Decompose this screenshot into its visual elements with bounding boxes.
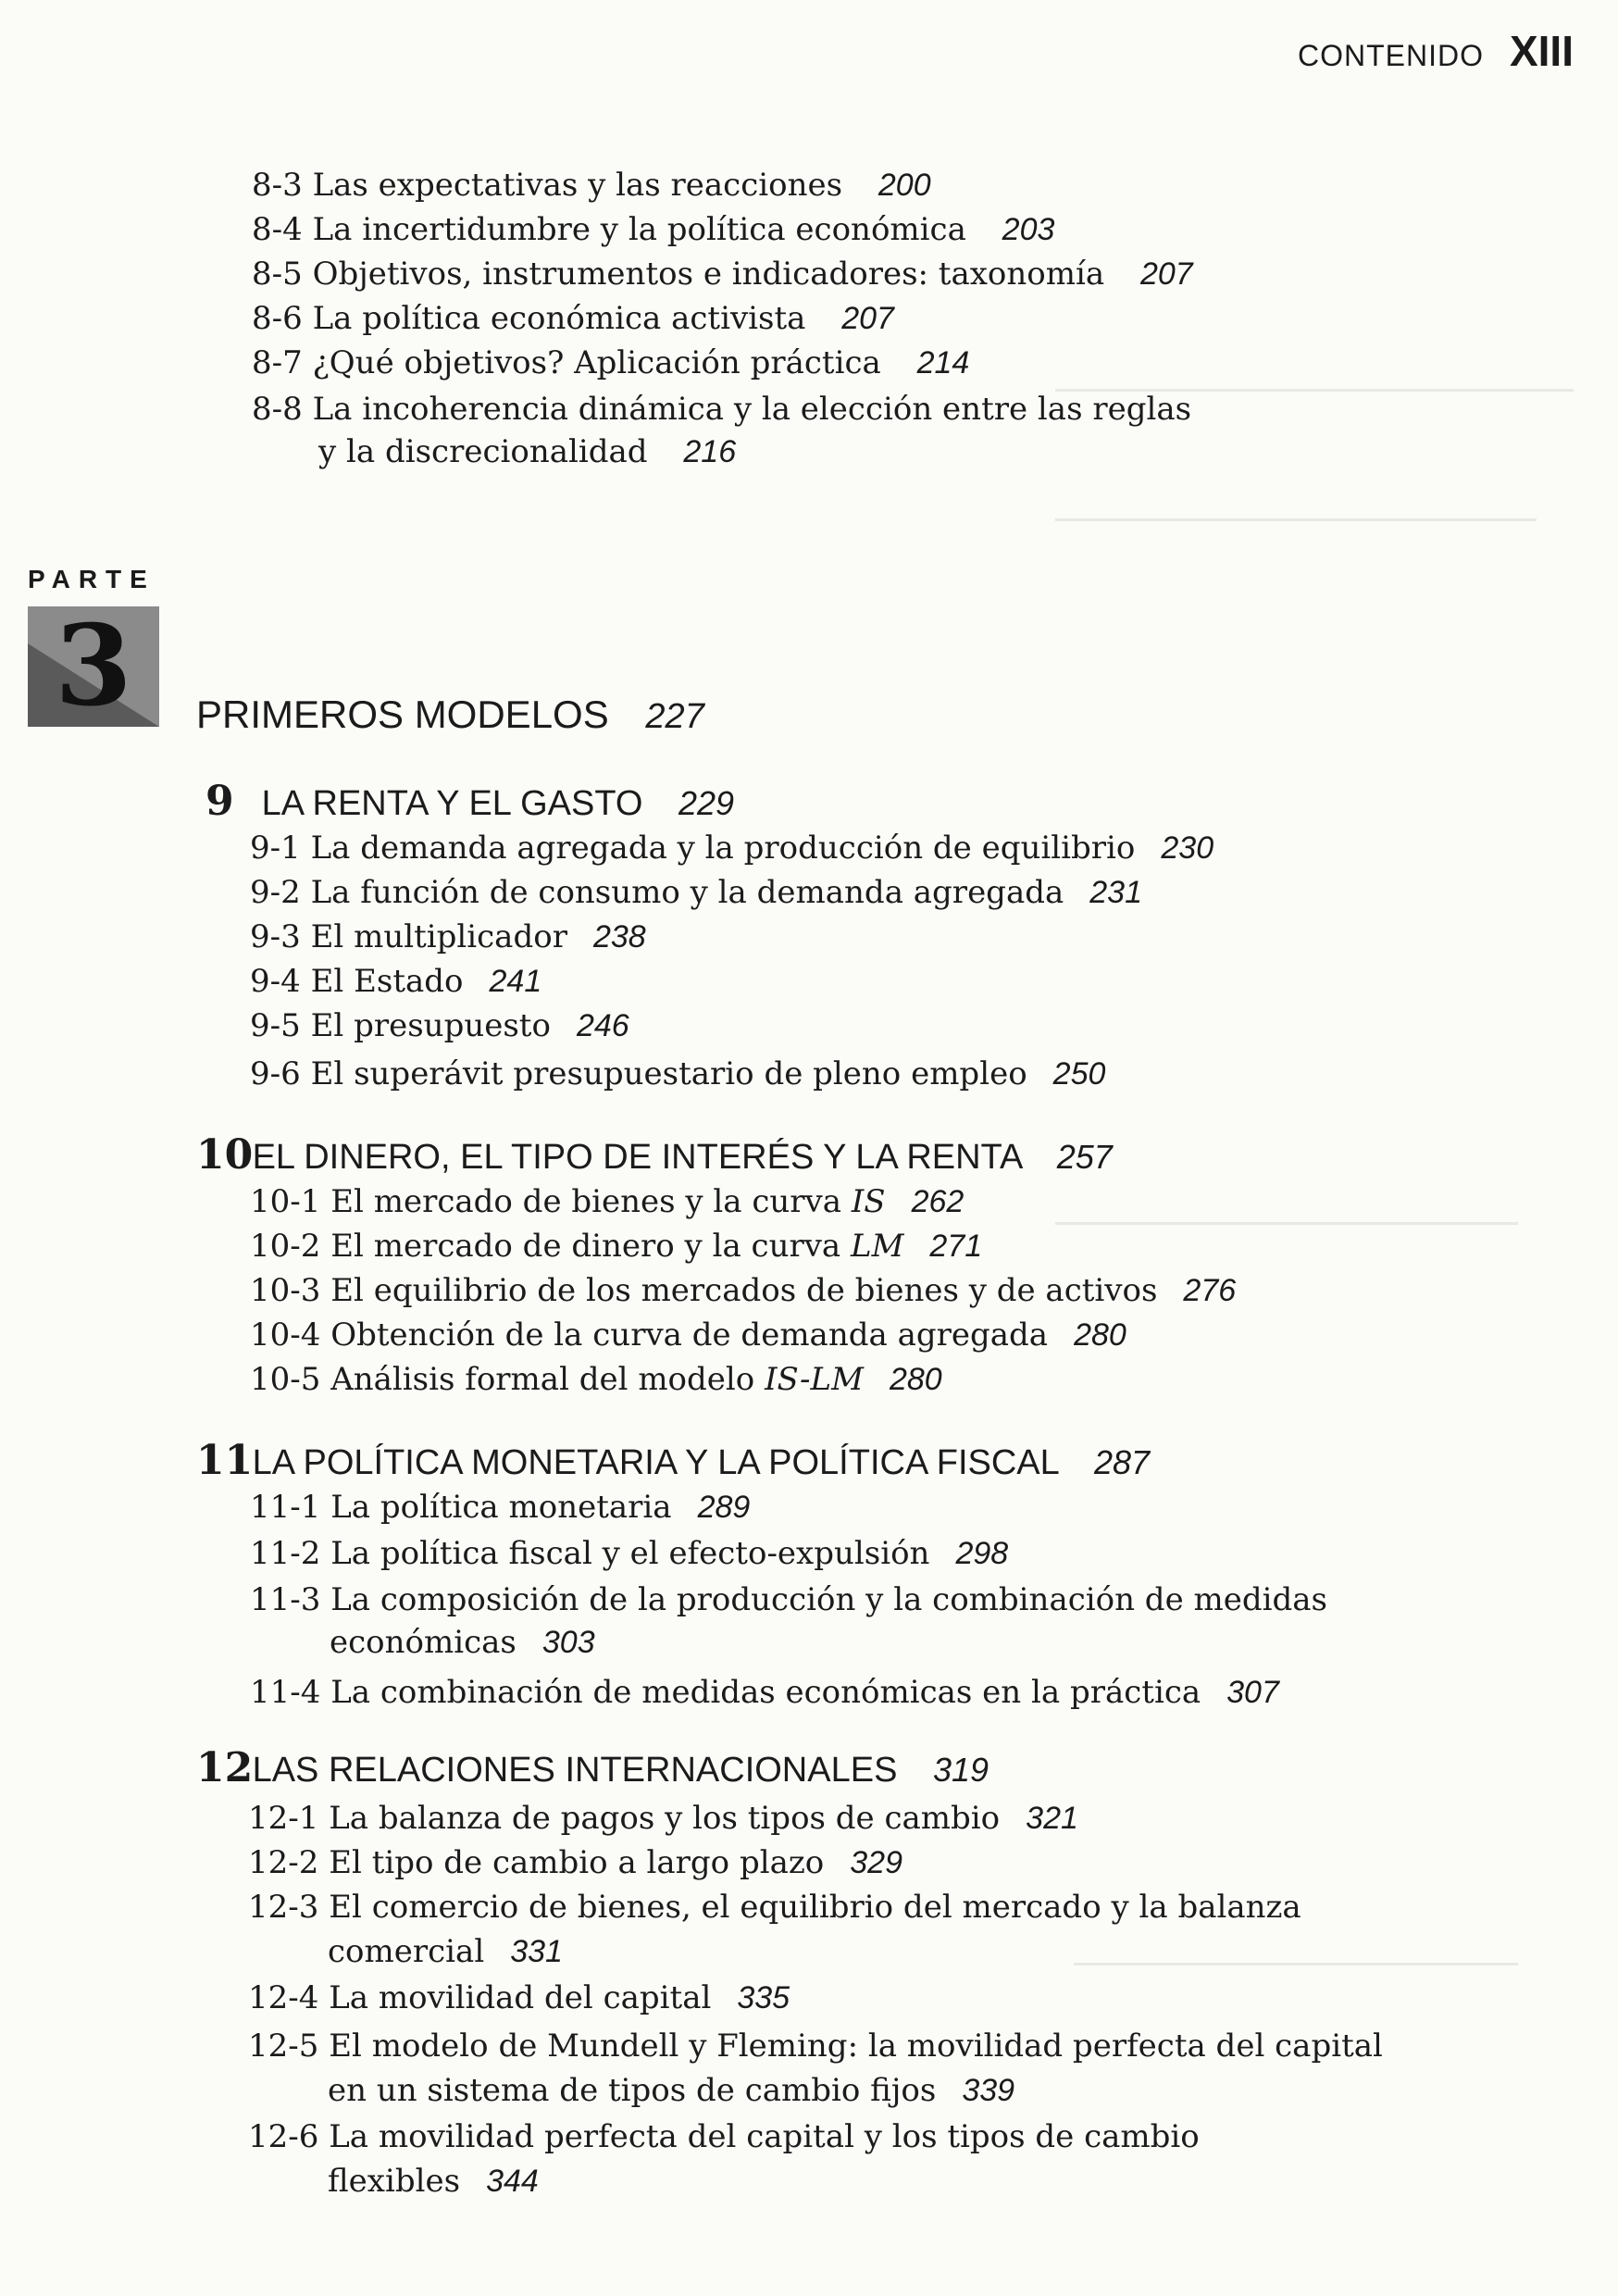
section-number: 9-5 — [250, 1007, 301, 1044]
toc-entry-continuation — [328, 2159, 539, 2203]
section-number: 8-4 — [252, 211, 303, 248]
section-number: 10-5 — [250, 1361, 321, 1398]
section-number: 11-1 — [250, 1489, 321, 1526]
section-page: 262 — [911, 1184, 965, 1219]
toc-entry — [248, 1796, 1078, 1841]
section-title: La movilidad perfecta del capital y los tipos de cambio — [329, 2118, 1200, 2155]
section-page: 207 — [1139, 256, 1193, 292]
section-page: 214 — [916, 345, 970, 381]
section-page: 231 — [1089, 875, 1142, 910]
section-page: 344 — [486, 2164, 539, 2199]
section-title: El tipo de cambio a largo plazo — [329, 1844, 825, 1881]
toc-entry — [248, 2024, 1383, 2068]
section-number: 11-3 — [250, 1581, 321, 1618]
section-title: El superávit presupuestario de pleno empleo — [310, 1055, 1027, 1092]
section-title: Objetivos, instrumentos e indicadores: taxonomía — [312, 256, 1105, 293]
section-page: 280 — [889, 1362, 942, 1397]
section-title: El presupuesto — [310, 1007, 551, 1044]
chapter-number: 12 — [196, 1744, 254, 1791]
section-page: 307 — [1226, 1675, 1279, 1710]
section-page: 280 — [1074, 1317, 1126, 1353]
section-number: 12-2 — [248, 1844, 319, 1881]
section-number: 10-4 — [250, 1316, 321, 1354]
toc-entry-continuation — [328, 1929, 563, 1974]
section-number: 12-4 — [248, 1979, 319, 2016]
header-page-number: XIII — [1509, 27, 1574, 75]
chapter-page: 287 — [1093, 1443, 1151, 1481]
chapter-page: 257 — [1056, 1138, 1113, 1176]
chapter-number: 10 — [196, 1131, 254, 1179]
section-title: flexibles — [328, 2163, 461, 2200]
section-title: La balanza de pagos y los tipos de cambio — [329, 1800, 1001, 1837]
section-title: económicas — [330, 1624, 517, 1661]
header-title: CONTENIDO — [1297, 39, 1484, 72]
chapter-title: LA RENTA Y EL GASTO — [261, 784, 643, 823]
section-page: 230 — [1161, 830, 1214, 866]
section-title: La incertidumbre y la política económica — [312, 211, 966, 248]
section-number: 12-5 — [248, 2028, 319, 2065]
section-title: La función de consumo y la demanda agregada — [310, 874, 1064, 911]
section-page: 298 — [955, 1536, 1009, 1571]
section-title: La incoherencia dinámica y la elección entre las reglas — [312, 391, 1192, 428]
section-title: El equilibrio de los mercados de bienes y de activos — [330, 1272, 1158, 1309]
bleed-through-decoration — [1074, 1963, 1518, 1966]
toc-entry-continuation — [330, 1620, 595, 1665]
section-page: 303 — [541, 1625, 595, 1660]
part-title-line — [196, 693, 704, 737]
chapter-number: 11 — [196, 1437, 254, 1484]
toc-entry — [248, 1976, 790, 2020]
section-page: 203 — [1002, 212, 1055, 247]
section-title: La política monetaria — [330, 1489, 672, 1526]
section-page: 241 — [489, 964, 542, 999]
chapter-title: LA POLÍTICA MONETARIA Y LA POLÍTICA FISCAL — [252, 1443, 1059, 1482]
toc-entry — [250, 1357, 942, 1402]
chapter-heading — [196, 1437, 1150, 1484]
chapter-title: EL DINERO, EL TIPO DE INTERÉS Y LA RENTA — [252, 1138, 1022, 1177]
section-page: 238 — [592, 919, 646, 955]
running-header — [1298, 26, 1574, 76]
section-number: 8-6 — [252, 300, 303, 337]
toc-entry — [250, 1224, 982, 1268]
toc-entry — [252, 296, 894, 341]
toc-entry-continuation — [328, 2068, 1014, 2113]
toc-entry-continuation — [318, 430, 736, 474]
toc-entry — [250, 915, 646, 959]
toc-entry — [250, 1052, 1105, 1096]
bleed-through-decoration — [1055, 518, 1537, 522]
chapter-heading — [196, 1131, 1113, 1179]
section-title: Análisis formal del modelo — [330, 1361, 765, 1398]
section-title: La demanda agregada y la producción de equilibrio — [310, 830, 1136, 867]
part-number: 3 — [55, 606, 132, 727]
section-number: 9-2 — [250, 874, 301, 911]
section-title: El mercado de dinero y la curva — [330, 1228, 851, 1265]
section-number: 11-2 — [250, 1535, 321, 1572]
section-title: La composición de la producción y la combinación de medidas — [330, 1581, 1327, 1618]
section-page: 329 — [850, 1845, 902, 1880]
section-number: 9-6 — [250, 1055, 301, 1092]
section-title: La combinación de medidas económicas en la práctica — [330, 1674, 1201, 1711]
toc-entry — [250, 1578, 1327, 1622]
section-page: 200 — [877, 168, 931, 203]
toc-entry — [250, 826, 1214, 870]
chapter-page: 319 — [932, 1751, 989, 1789]
toc-entry — [252, 163, 931, 207]
toc-entry — [252, 207, 1054, 252]
part-number-badge — [28, 606, 159, 727]
toc-entry — [252, 252, 1193, 296]
section-number: 8-3 — [252, 167, 303, 204]
chapter-title: LAS RELACIONES INTERNACIONALES — [252, 1751, 898, 1790]
section-title: La movilidad del capital — [329, 1979, 712, 2016]
chapter-heading — [196, 1744, 989, 1791]
toc-entry — [250, 959, 541, 1004]
toc-entry — [250, 1268, 1236, 1313]
toc-entry — [248, 1885, 1301, 1929]
section-title: El Estado — [310, 963, 464, 1000]
part-label: PARTE — [28, 565, 156, 593]
toc-entry — [250, 870, 1142, 915]
toc-entry — [250, 1004, 629, 1048]
section-title: El comercio de bienes, el equilibrio del mercado y la balanza — [329, 1889, 1301, 1926]
section-page: 335 — [737, 1980, 790, 2015]
section-title: La política fiscal y el efecto-expulsión — [330, 1535, 930, 1572]
toc-entry — [252, 341, 969, 385]
part-page: 227 — [645, 697, 704, 736]
toc-entry — [248, 2115, 1200, 2159]
toc-entry — [250, 1179, 964, 1224]
section-title-italic: LM — [851, 1228, 904, 1265]
section-number: 9-4 — [250, 963, 301, 1000]
toc-entry — [252, 387, 1191, 431]
section-number: 12-6 — [248, 2118, 319, 2155]
section-number: 9-3 — [250, 918, 301, 955]
toc-entry — [250, 1313, 1126, 1357]
section-title: El multiplicador — [310, 918, 567, 955]
section-title: Las expectativas y las reacciones — [312, 167, 843, 204]
section-number: 12-3 — [248, 1889, 319, 1926]
section-page: 250 — [1052, 1056, 1106, 1092]
section-title: Obtención de la curva de demanda agregada — [330, 1316, 1049, 1354]
section-title: El mercado de bienes y la curva — [330, 1183, 852, 1220]
section-number: 10-3 — [250, 1272, 321, 1309]
section-number: 8-5 — [252, 256, 303, 293]
section-page: 271 — [929, 1229, 983, 1264]
chapter-heading — [205, 778, 734, 825]
section-number: 9-1 — [250, 830, 301, 867]
section-title-italic: IS — [851, 1183, 886, 1220]
toc-entry — [250, 1485, 750, 1529]
section-page: 339 — [962, 2073, 1015, 2108]
section-number: 8-7 — [252, 344, 303, 381]
toc-entry — [248, 1841, 902, 1885]
section-number: 8-8 — [252, 391, 303, 428]
section-page: 321 — [1026, 1801, 1078, 1836]
section-page: 276 — [1183, 1273, 1237, 1308]
section-number: 12-1 — [248, 1800, 319, 1837]
section-page: 207 — [841, 301, 894, 336]
toc-entry — [250, 1670, 1279, 1715]
section-number: 10-1 — [250, 1183, 321, 1220]
toc-entry — [250, 1531, 1008, 1576]
section-number: 10-2 — [250, 1228, 321, 1265]
section-title: en un sistema de tipos de cambio fijos — [328, 2072, 937, 2109]
part-title: PRIMEROS MODELOS — [196, 693, 609, 736]
section-title: La política económica activista — [312, 300, 806, 337]
chapter-page: 229 — [678, 784, 735, 822]
section-title: y la discrecionalidad — [318, 433, 648, 470]
section-page: 216 — [683, 434, 737, 469]
section-title: El modelo de Mundell y Fleming: la movilidad perfecta del capital — [329, 2028, 1383, 2065]
section-title: ¿Qué objetivos? Aplicación práctica — [312, 344, 881, 381]
section-page: 289 — [697, 1490, 751, 1525]
section-number: 11-4 — [250, 1674, 321, 1711]
section-title: comercial — [328, 1933, 485, 1970]
section-page: 246 — [576, 1008, 629, 1043]
chapter-number: 9 — [205, 778, 234, 825]
bleed-through-decoration — [1055, 1222, 1518, 1226]
section-page: 331 — [510, 1934, 563, 1969]
section-title-italic: IS-LM — [765, 1361, 864, 1398]
